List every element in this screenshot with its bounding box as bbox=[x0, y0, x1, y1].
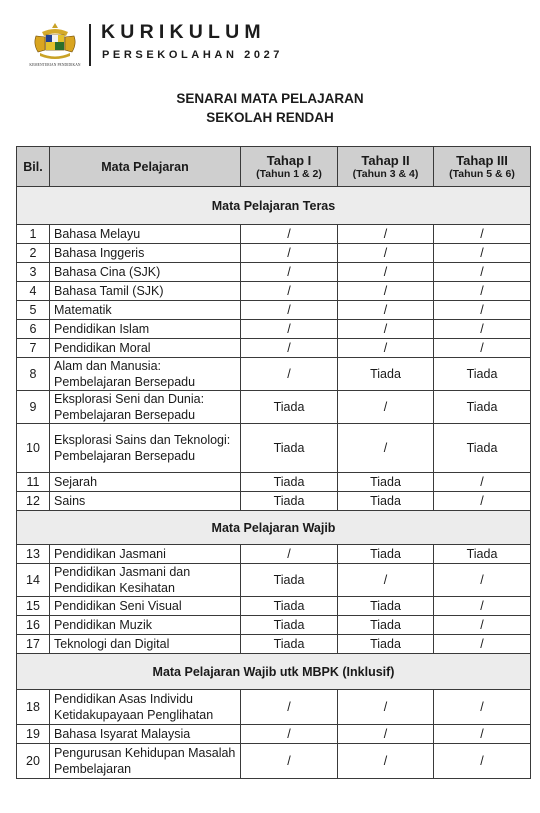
section-title: Mata Pelajaran Wajib utk MBPK (Inklusif) bbox=[17, 654, 531, 690]
level-2-status: Tiada bbox=[338, 545, 434, 564]
level-3-status: / bbox=[434, 244, 531, 263]
level-3-status: / bbox=[434, 616, 531, 635]
subject-name: Sains bbox=[50, 492, 241, 511]
subject-name: Pendidikan Jasmani bbox=[50, 545, 241, 564]
table-row bbox=[17, 282, 531, 301]
row-number: 10 bbox=[17, 424, 50, 473]
section-row bbox=[17, 511, 531, 545]
level-3-status: / bbox=[434, 339, 531, 358]
row-number: 11 bbox=[17, 473, 50, 492]
level-2-status: / bbox=[338, 225, 434, 244]
table-row bbox=[17, 690, 531, 725]
level-1-years: (Tahun 1 & 2) bbox=[256, 167, 322, 180]
subject-name: Pendidikan Muzik bbox=[50, 616, 241, 635]
level-2-status: / bbox=[338, 690, 434, 725]
row-number: 12 bbox=[17, 492, 50, 511]
table-row bbox=[17, 320, 531, 339]
row-number: 16 bbox=[17, 616, 50, 635]
column-header-subject: Mata Pelajaran bbox=[50, 147, 241, 187]
document-title-line2: SEKOLAH RENDAH bbox=[206, 110, 334, 125]
level-2-status: Tiada bbox=[338, 358, 434, 391]
level-1-status: / bbox=[241, 301, 338, 320]
level-3-status: / bbox=[434, 225, 531, 244]
subject-name: Pendidikan Moral bbox=[50, 339, 241, 358]
level-3-status: / bbox=[434, 725, 531, 744]
table-row bbox=[17, 358, 531, 391]
level-2-status: / bbox=[338, 391, 434, 424]
level-1-status: / bbox=[241, 244, 338, 263]
level-3-status: / bbox=[434, 744, 531, 779]
subject-name: Sejarah bbox=[50, 473, 241, 492]
row-number: 13 bbox=[17, 545, 50, 564]
level-2-status: / bbox=[338, 564, 434, 597]
level-1-status: / bbox=[241, 358, 338, 391]
level-1-status: / bbox=[241, 282, 338, 301]
subject-name: Pendidikan Seni Visual bbox=[50, 597, 241, 616]
document-title-line1: SENARAI MATA PELAJARAN bbox=[176, 91, 364, 106]
level-2-status: / bbox=[338, 282, 434, 301]
level-3-status: Tiada bbox=[434, 424, 531, 473]
table-row bbox=[17, 492, 531, 511]
subjects-table bbox=[16, 146, 531, 779]
row-number: 4 bbox=[17, 282, 50, 301]
level-2-years: (Tahun 3 & 4) bbox=[352, 167, 419, 180]
level-1-status: / bbox=[241, 690, 338, 725]
level-2-status: / bbox=[338, 263, 434, 282]
table-row bbox=[17, 339, 531, 358]
level-3-status: / bbox=[434, 282, 531, 301]
row-number: 9 bbox=[17, 391, 50, 424]
level-3-status: / bbox=[434, 263, 531, 282]
level-3-status: / bbox=[434, 690, 531, 725]
level-3-name: Tahap III bbox=[456, 152, 508, 168]
level-2-status: / bbox=[338, 301, 434, 320]
level-3-status: / bbox=[434, 320, 531, 339]
subject-name: Eksplorasi Sains dan Teknologi: Pembelajaran Bersepadu bbox=[50, 424, 241, 473]
table-header-row bbox=[17, 147, 531, 187]
table-row bbox=[17, 725, 531, 744]
section-row bbox=[17, 187, 531, 225]
section-title: Mata Pelajaran Wajib bbox=[17, 511, 531, 545]
column-header-bil: Bil. bbox=[17, 147, 50, 187]
table-row bbox=[17, 301, 531, 320]
subject-name: Pendidikan Jasmani dan Pendidikan Kesihatan bbox=[50, 564, 241, 597]
level-1-status: Tiada bbox=[241, 597, 338, 616]
level-2-status: / bbox=[338, 744, 434, 779]
subject-name: Pendidikan Islam bbox=[50, 320, 241, 339]
table-body bbox=[17, 187, 531, 779]
level-2-name: Tahap II bbox=[361, 152, 410, 168]
level-1-status: / bbox=[241, 225, 338, 244]
subject-name: Bahasa Isyarat Malaysia bbox=[50, 725, 241, 744]
level-1-status: Tiada bbox=[241, 564, 338, 597]
level-2-status: Tiada bbox=[338, 616, 434, 635]
header-divider bbox=[89, 24, 91, 66]
level-3-status: / bbox=[434, 635, 531, 654]
level-1-name: Tahap I bbox=[266, 152, 312, 168]
row-number: 3 bbox=[17, 263, 50, 282]
row-number: 1 bbox=[17, 225, 50, 244]
row-number: 19 bbox=[17, 725, 50, 744]
level-1-status: / bbox=[241, 320, 338, 339]
row-number: 7 bbox=[17, 339, 50, 358]
row-number: 5 bbox=[17, 301, 50, 320]
level-3-status: / bbox=[434, 564, 531, 597]
table-row bbox=[17, 744, 531, 779]
level-3-status: / bbox=[434, 492, 531, 511]
level-3-status: / bbox=[434, 473, 531, 492]
table-row bbox=[17, 244, 531, 263]
column-header-level-1 bbox=[241, 147, 338, 187]
level-2-status: / bbox=[338, 725, 434, 744]
level-3-status: Tiada bbox=[434, 545, 531, 564]
table-row bbox=[17, 597, 531, 616]
column-header-level-2 bbox=[338, 147, 434, 187]
row-number: 17 bbox=[17, 635, 50, 654]
coat-of-arms-icon bbox=[30, 22, 80, 62]
row-number: 2 bbox=[17, 244, 50, 263]
level-1-status: Tiada bbox=[241, 391, 338, 424]
subject-name: Matematik bbox=[50, 301, 241, 320]
level-1-status: Tiada bbox=[241, 424, 338, 473]
table-row bbox=[17, 564, 531, 597]
level-1-status: Tiada bbox=[241, 635, 338, 654]
section-title: Mata Pelajaran Teras bbox=[17, 187, 531, 225]
subject-name: Alam dan Manusia: Pembelajaran Bersepadu bbox=[50, 358, 241, 391]
table-row bbox=[17, 424, 531, 473]
subject-name: Bahasa Melayu bbox=[50, 225, 241, 244]
level-3-status: Tiada bbox=[434, 358, 531, 391]
table-row bbox=[17, 545, 531, 564]
row-number: 20 bbox=[17, 744, 50, 779]
level-3-status: / bbox=[434, 301, 531, 320]
level-2-status: Tiada bbox=[338, 492, 434, 511]
row-number: 15 bbox=[17, 597, 50, 616]
table-row bbox=[17, 635, 531, 654]
level-1-status: / bbox=[241, 545, 338, 564]
row-number: 18 bbox=[17, 690, 50, 725]
subject-name: Bahasa Inggeris bbox=[50, 244, 241, 263]
table-row bbox=[17, 473, 531, 492]
level-3-status: / bbox=[434, 597, 531, 616]
table-row bbox=[17, 225, 531, 244]
document-header bbox=[0, 0, 540, 80]
level-1-status: Tiada bbox=[241, 616, 338, 635]
column-header-level-3 bbox=[434, 147, 531, 187]
subject-name: Bahasa Tamil (SJK) bbox=[50, 282, 241, 301]
subject-name: Eksplorasi Seni dan Dunia: Pembelajaran Bersepadu bbox=[50, 391, 241, 424]
level-1-status: / bbox=[241, 725, 338, 744]
level-1-status: Tiada bbox=[241, 492, 338, 511]
level-2-status: / bbox=[338, 424, 434, 473]
subject-name: Teknologi dan Digital bbox=[50, 635, 241, 654]
row-number: 14 bbox=[17, 564, 50, 597]
table-row bbox=[17, 616, 531, 635]
row-number: 6 bbox=[17, 320, 50, 339]
row-number: 8 bbox=[17, 358, 50, 391]
level-1-status: / bbox=[241, 744, 338, 779]
table-row bbox=[17, 263, 531, 282]
subject-name: Bahasa Cina (SJK) bbox=[50, 263, 241, 282]
level-2-status: Tiada bbox=[338, 597, 434, 616]
level-2-status: / bbox=[338, 244, 434, 263]
table-row bbox=[17, 391, 531, 424]
brand-title: KURIKULUM bbox=[101, 21, 266, 43]
level-1-status: Tiada bbox=[241, 473, 338, 492]
level-2-status: Tiada bbox=[338, 635, 434, 654]
level-2-status: / bbox=[338, 320, 434, 339]
level-2-status: / bbox=[338, 339, 434, 358]
subject-name: Pendidikan Asas Individu Ketidakupayaan Penglihatan bbox=[50, 690, 241, 725]
ministry-caption: KEMENTERIAN PENDIDIKAN bbox=[29, 63, 81, 67]
level-3-status: Tiada bbox=[434, 391, 531, 424]
level-1-status: / bbox=[241, 263, 338, 282]
level-2-status: Tiada bbox=[338, 473, 434, 492]
brand-subtitle: PERSEKOLAHAN 2027 bbox=[102, 49, 284, 61]
subject-name: Pengurusan Kehidupan Masalah Pembelajaran bbox=[50, 744, 241, 779]
level-3-years: (Tahun 5 & 6) bbox=[449, 167, 515, 180]
section-row bbox=[17, 654, 531, 690]
level-1-status: / bbox=[241, 339, 338, 358]
